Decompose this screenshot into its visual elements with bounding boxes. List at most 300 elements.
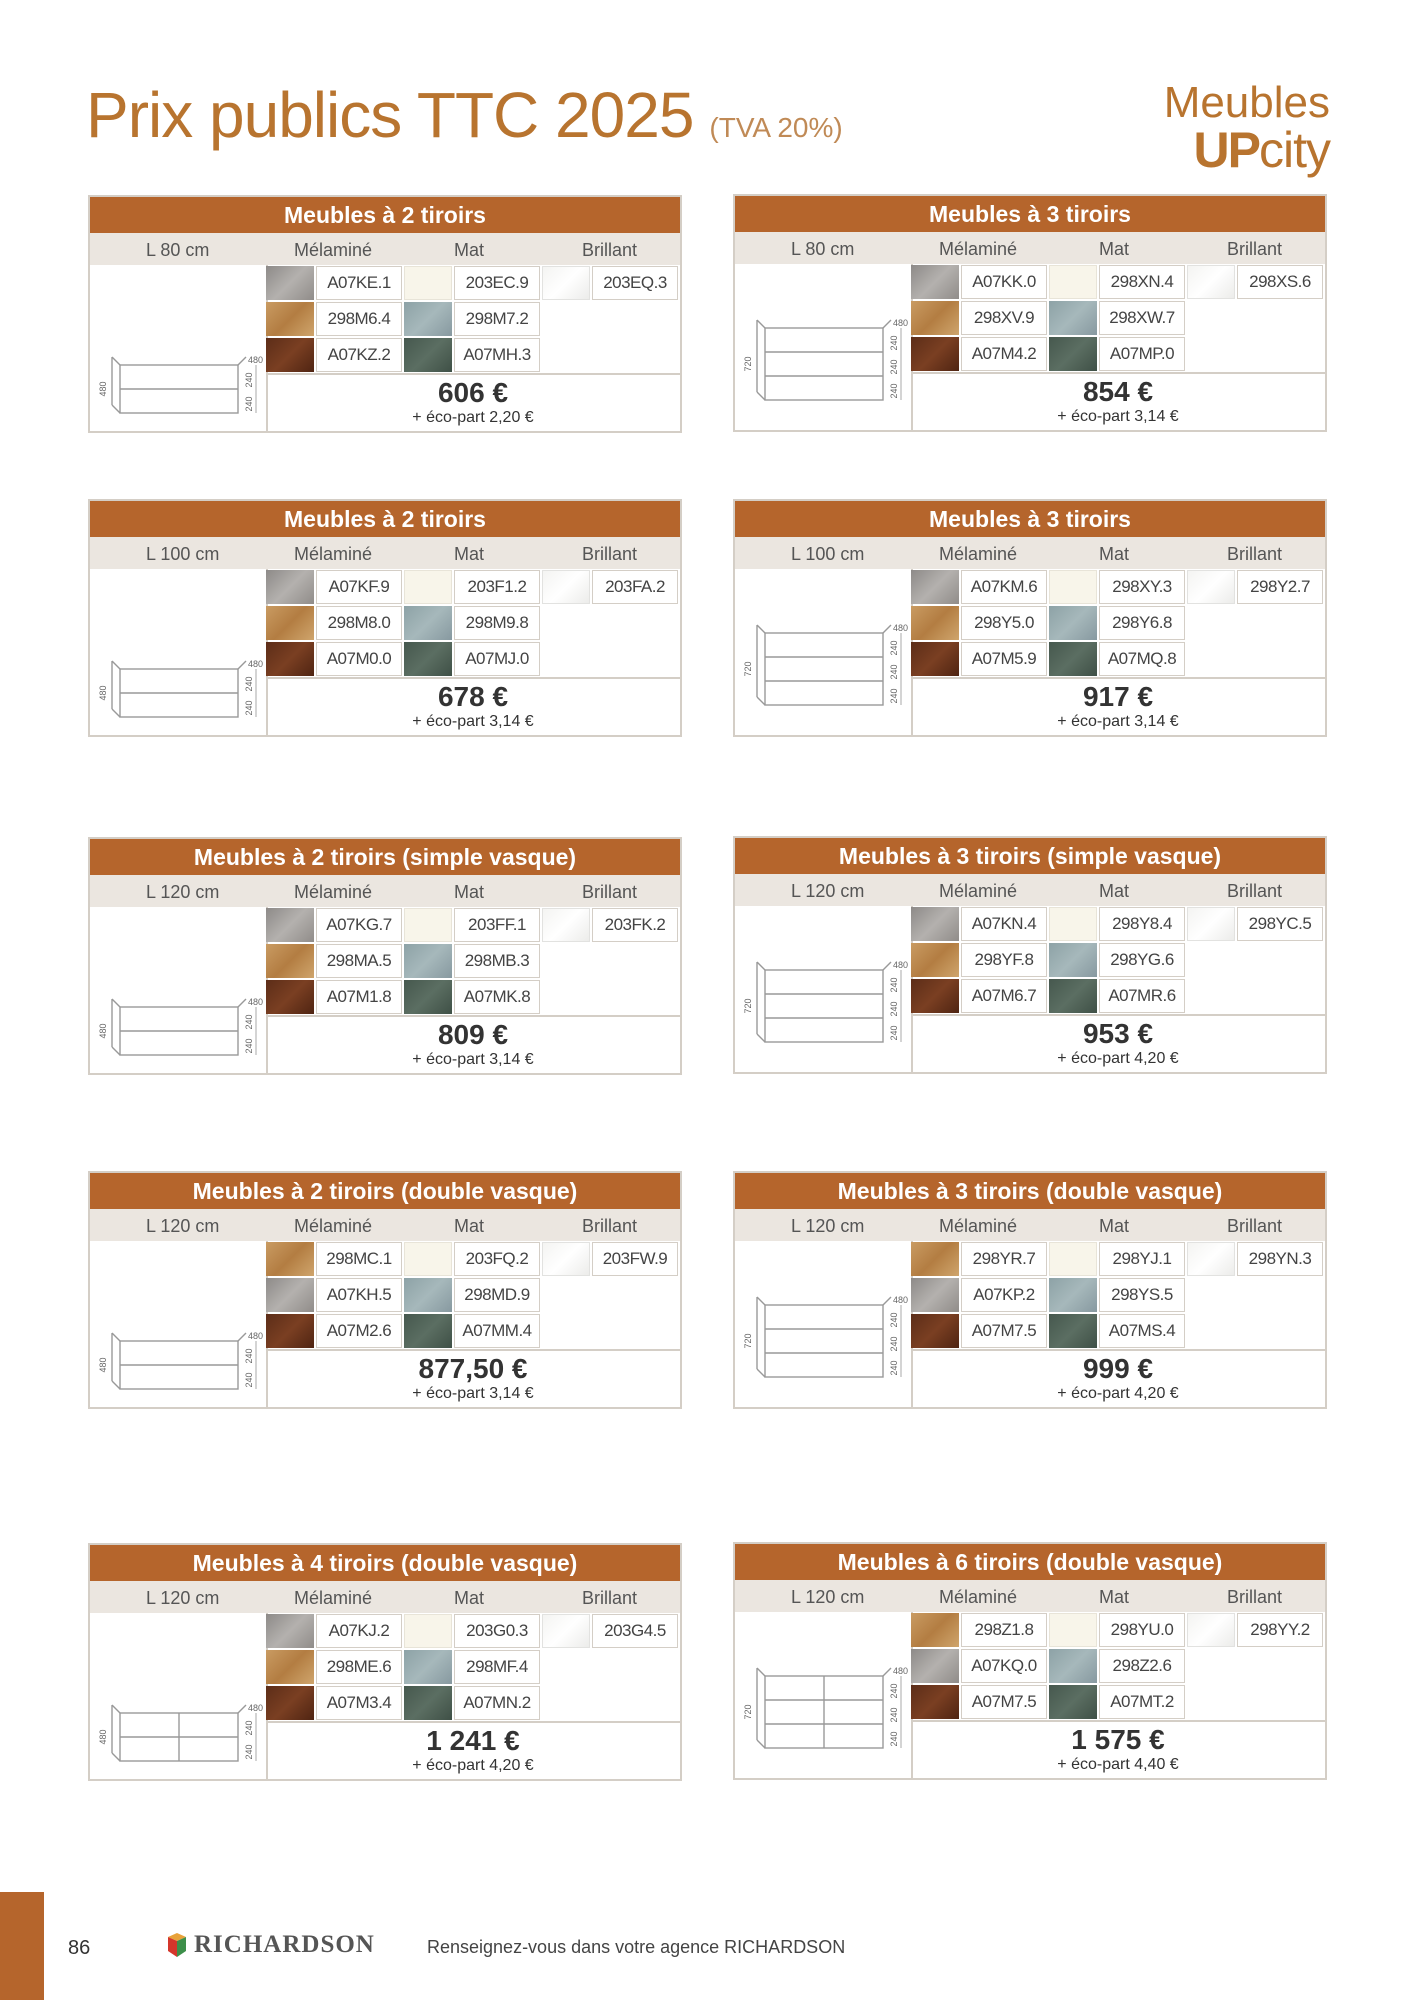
furniture-drawing — [735, 906, 913, 1072]
svg-text:480: 480 — [248, 355, 264, 365]
mat-ref: A07MP.0 — [1099, 337, 1185, 371]
melamine-swatch — [911, 1685, 959, 1719]
svg-text:240: 240 — [889, 1312, 899, 1328]
mat-header: Mat — [1099, 881, 1130, 901]
melamine-swatch — [911, 570, 959, 604]
melamine-swatch — [911, 301, 959, 335]
brillant-header: Brillant — [582, 240, 638, 260]
mat-header: Mat — [1099, 544, 1130, 564]
richardson-logo-icon — [166, 1933, 188, 1957]
size-label: L 120 cm — [146, 1216, 220, 1236]
svg-text:480: 480 — [248, 997, 264, 1007]
mat-ref: 298Z2.6 — [1099, 1649, 1185, 1683]
melamine-swatch — [266, 302, 314, 336]
svg-text:240: 240 — [244, 1348, 254, 1364]
price-card — [733, 194, 1327, 432]
melamine-ref: A07M7.5 — [961, 1685, 1047, 1719]
mat-header: Mat — [454, 544, 485, 564]
mat-swatch — [1049, 642, 1097, 676]
svg-text:480: 480 — [893, 960, 909, 970]
price: 953 € — [1082, 1018, 1154, 1049]
furniture-drawing-svg — [735, 569, 911, 735]
melamine-swatch — [266, 1242, 314, 1276]
melamine-ref: 298YR.7 — [961, 1242, 1047, 1276]
eco-part: + éco-part 3,14 € — [412, 713, 534, 730]
price-card — [733, 1542, 1327, 1780]
price: 606 € — [437, 377, 509, 408]
mat-swatch — [1049, 1314, 1097, 1348]
card-title: Meubles à 3 tiroirs (double vasque) — [735, 1173, 1325, 1209]
mat-header: Mat — [454, 1216, 485, 1236]
price: 809 € — [437, 1019, 509, 1050]
melamine-swatch — [266, 606, 314, 640]
mat-ref: A07MM.4 — [454, 1314, 540, 1348]
mat-swatch — [404, 980, 452, 1014]
card-title: Meubles à 4 tiroirs (double vasque) — [90, 1545, 680, 1581]
mat-swatch — [404, 1686, 452, 1720]
svg-text:720: 720 — [743, 356, 753, 372]
mat-swatch — [404, 1242, 452, 1276]
mat-ref: 203FQ.2 — [454, 1242, 540, 1276]
melamine-swatch — [911, 979, 959, 1013]
eco-part: + éco-part 4,40 € — [1057, 1756, 1179, 1773]
svg-text:240: 240 — [244, 1014, 254, 1030]
size-label: L 80 cm — [146, 240, 210, 260]
furniture-drawing-svg — [90, 1613, 266, 1779]
price-card — [88, 195, 682, 433]
mat-swatch — [1049, 1242, 1097, 1276]
column-header — [90, 233, 680, 265]
svg-text:240: 240 — [244, 1372, 254, 1388]
svg-text:240: 240 — [889, 1336, 899, 1352]
brillant-ref: 203FA.2 — [592, 570, 678, 604]
melamine-header: Mélaminé — [939, 239, 1018, 259]
melamine-swatch — [911, 1278, 959, 1312]
mat-swatch — [404, 908, 452, 942]
svg-text:480: 480 — [893, 318, 909, 328]
melamine-swatch — [266, 980, 314, 1014]
mat-swatch — [404, 606, 452, 640]
melamine-swatch — [266, 1650, 314, 1684]
mat-header: Mat — [454, 1588, 485, 1608]
melamine-swatch — [911, 1314, 959, 1348]
brillant-header: Brillant — [582, 1588, 638, 1608]
eco-part: + éco-part 3,14 € — [1057, 713, 1179, 730]
melamine-swatch — [911, 265, 959, 299]
eco-part: + éco-part 3,14 € — [412, 1385, 534, 1402]
melamine-ref: A07KG.7 — [316, 908, 402, 942]
mat-swatch — [1049, 1613, 1097, 1647]
mat-ref: 203F1.2 — [454, 570, 540, 604]
furniture-drawing — [735, 1612, 913, 1778]
melamine-ref: A07KQ.0 — [961, 1649, 1047, 1683]
eco-part: + éco-part 3,14 € — [1057, 408, 1179, 425]
melamine-swatch — [266, 1314, 314, 1348]
brillant-header: Brillant — [1227, 1587, 1283, 1607]
svg-text:720: 720 — [743, 998, 753, 1014]
mat-swatch — [1049, 1278, 1097, 1312]
mat-ref: 298M9.8 — [454, 606, 540, 640]
richardson-logo — [166, 1931, 375, 1959]
furniture-drawing — [90, 1241, 268, 1407]
melamine-ref: A07KM.6 — [961, 570, 1047, 604]
mat-ref: 298YS.5 — [1099, 1278, 1185, 1312]
melamine-ref: 298M8.0 — [316, 606, 402, 640]
melamine-swatch — [266, 1278, 314, 1312]
svg-text:240: 240 — [889, 383, 899, 399]
brillant-ref: 298YY.2 — [1237, 1613, 1323, 1647]
mat-swatch — [404, 1650, 452, 1684]
svg-text:240: 240 — [244, 676, 254, 692]
brillant-header: Brillant — [1227, 544, 1283, 564]
column-header — [735, 232, 1325, 264]
card-title: Meubles à 2 tiroirs (double vasque) — [90, 1173, 680, 1209]
price: 1 241 € — [426, 1725, 520, 1756]
melamine-ref: A07M6.7 — [961, 979, 1047, 1013]
brillant-ref: 203G4.5 — [592, 1614, 678, 1648]
svg-text:240: 240 — [244, 1744, 254, 1760]
mat-ref: 298MF.4 — [454, 1650, 540, 1684]
melamine-swatch — [266, 642, 314, 676]
column-header — [735, 874, 1325, 906]
brillant-swatch — [1187, 1613, 1235, 1647]
mat-swatch — [1049, 907, 1097, 941]
melamine-header: Mélaminé — [294, 1588, 373, 1608]
svg-text:240: 240 — [244, 1720, 254, 1736]
melamine-swatch — [266, 1614, 314, 1648]
furniture-drawing — [90, 907, 268, 1073]
tva-note: (TVA 20%) — [709, 112, 843, 143]
card-title: Meubles à 3 tiroirs — [735, 196, 1325, 232]
mat-ref: 203EC.9 — [454, 266, 540, 300]
svg-text:240: 240 — [889, 1707, 899, 1723]
melamine-ref: A07KK.0 — [961, 265, 1047, 299]
size-label: L 120 cm — [146, 1588, 220, 1608]
eco-part: + éco-part 4,20 € — [1057, 1385, 1179, 1402]
svg-text:480: 480 — [98, 685, 108, 701]
mat-ref: A07MJ.0 — [454, 642, 540, 676]
svg-text:240: 240 — [889, 1025, 899, 1041]
furniture-drawing — [90, 265, 268, 431]
melamine-header: Mélaminé — [939, 1587, 1018, 1607]
brillant-ref: 203FW.9 — [592, 1242, 678, 1276]
mat-swatch — [1049, 265, 1097, 299]
melamine-ref: A07KJ.2 — [316, 1614, 402, 1648]
mat-ref: A07MK.8 — [454, 980, 540, 1014]
brillant-ref: 298YN.3 — [1237, 1242, 1323, 1276]
mat-swatch — [1049, 979, 1097, 1013]
furniture-drawing — [735, 264, 913, 430]
eco-part: + éco-part 2,20 € — [412, 409, 534, 426]
footer-accent-bar — [0, 1892, 44, 2000]
svg-text:720: 720 — [743, 1704, 753, 1720]
melamine-ref: 298MC.1 — [316, 1242, 402, 1276]
size-label: L 120 cm — [791, 881, 865, 901]
svg-text:480: 480 — [893, 1666, 909, 1676]
size-label: L 100 cm — [146, 544, 220, 564]
brillant-header: Brillant — [582, 544, 638, 564]
mat-swatch — [404, 570, 452, 604]
mat-ref: 203G0.3 — [454, 1614, 540, 1648]
eco-part: + éco-part 4,20 € — [1057, 1050, 1179, 1067]
melamine-ref: A07M4.2 — [961, 337, 1047, 371]
mat-swatch — [1049, 301, 1097, 335]
brillant-header: Brillant — [582, 1216, 638, 1236]
price: 877,50 € — [418, 1353, 528, 1384]
furniture-drawing-svg — [90, 569, 266, 735]
melamine-swatch — [266, 570, 314, 604]
melamine-ref: 298MA.5 — [316, 944, 402, 978]
mat-header: Mat — [454, 240, 485, 260]
brand-city: city — [1259, 122, 1330, 178]
brillant-swatch — [542, 570, 590, 604]
melamine-ref: 298YF.8 — [961, 943, 1047, 977]
melamine-ref: A07KE.1 — [316, 266, 402, 300]
melamine-ref: A07KH.5 — [316, 1278, 402, 1312]
svg-text:480: 480 — [248, 1703, 264, 1713]
mat-ref: A07MQ.8 — [1099, 642, 1185, 676]
brand-up: UP — [1193, 122, 1259, 178]
furniture-drawing-svg — [90, 1241, 266, 1407]
mat-ref: 298XN.4 — [1099, 265, 1185, 299]
svg-text:240: 240 — [889, 359, 899, 375]
melamine-ref: A07KF.9 — [316, 570, 402, 604]
svg-text:480: 480 — [98, 381, 108, 397]
brillant-swatch — [542, 908, 590, 942]
mat-swatch — [404, 944, 452, 978]
mat-swatch — [404, 266, 452, 300]
price-card — [88, 499, 682, 737]
price: 917 € — [1082, 681, 1154, 712]
melamine-ref: 298M6.4 — [316, 302, 402, 336]
svg-text:720: 720 — [743, 661, 753, 677]
column-header — [90, 537, 680, 569]
mat-swatch — [1049, 943, 1097, 977]
brillant-ref: 298XS.6 — [1237, 265, 1323, 299]
card-title: Meubles à 2 tiroirs — [90, 501, 680, 537]
svg-text:480: 480 — [893, 1295, 909, 1305]
mat-ref: 298XY.3 — [1099, 570, 1185, 604]
brillant-swatch — [542, 1614, 590, 1648]
size-label: L 120 cm — [791, 1216, 865, 1236]
price-card — [88, 837, 682, 1075]
mat-header: Mat — [1099, 1587, 1130, 1607]
melamine-swatch — [266, 944, 314, 978]
melamine-ref: A07M2.6 — [316, 1314, 402, 1348]
svg-text:480: 480 — [248, 659, 264, 669]
mat-ref: A07MS.4 — [1099, 1314, 1185, 1348]
price-card — [88, 1543, 682, 1781]
mat-swatch — [404, 1614, 452, 1648]
page-title — [86, 78, 843, 152]
svg-text:240: 240 — [889, 664, 899, 680]
melamine-swatch — [911, 943, 959, 977]
logo-text: RICHARDSON — [194, 1931, 375, 1958]
price: 678 € — [437, 681, 509, 712]
melamine-header: Mélaminé — [939, 544, 1018, 564]
svg-text:240: 240 — [889, 977, 899, 993]
melamine-ref: A07M0.0 — [316, 642, 402, 676]
column-header — [735, 537, 1325, 569]
brillant-swatch — [542, 1242, 590, 1276]
mat-ref: 298YJ.1 — [1099, 1242, 1185, 1276]
card-title: Meubles à 2 tiroirs (simple vasque) — [90, 839, 680, 875]
size-label: L 100 cm — [791, 544, 865, 564]
brillant-ref: 203FK.2 — [592, 908, 678, 942]
brillant-header: Brillant — [1227, 881, 1283, 901]
melamine-swatch — [266, 338, 314, 372]
card-title: Meubles à 6 tiroirs (double vasque) — [735, 1544, 1325, 1580]
price: 854 € — [1082, 376, 1154, 407]
title-text: Prix publics TTC 2025 — [86, 79, 694, 151]
melamine-ref: A07KP.2 — [961, 1278, 1047, 1312]
brillant-swatch — [1187, 907, 1235, 941]
melamine-swatch — [911, 337, 959, 371]
svg-text:480: 480 — [893, 623, 909, 633]
melamine-swatch — [911, 642, 959, 676]
brillant-swatch — [1187, 1242, 1235, 1276]
melamine-ref: 298XV.9 — [961, 301, 1047, 335]
size-label: L 80 cm — [791, 239, 855, 259]
melamine-swatch — [266, 266, 314, 300]
card-title: Meubles à 3 tiroirs — [735, 501, 1325, 537]
price-card — [733, 499, 1327, 737]
mat-swatch — [404, 302, 452, 336]
mat-ref: 203FF.1 — [454, 908, 540, 942]
brillant-ref: 203EQ.3 — [592, 266, 678, 300]
column-header — [735, 1580, 1325, 1612]
melamine-swatch — [266, 1686, 314, 1720]
mat-header: Mat — [454, 882, 485, 902]
svg-text:480: 480 — [248, 1331, 264, 1341]
price-card — [733, 1171, 1327, 1409]
svg-text:480: 480 — [98, 1023, 108, 1039]
mat-swatch — [1049, 606, 1097, 640]
melamine-swatch — [911, 907, 959, 941]
svg-text:480: 480 — [98, 1357, 108, 1373]
mat-ref: 298MB.3 — [454, 944, 540, 978]
melamine-ref: A07M3.4 — [316, 1686, 402, 1720]
mat-swatch — [404, 1314, 452, 1348]
price-card — [88, 1171, 682, 1409]
brillant-swatch — [1187, 265, 1235, 299]
svg-text:240: 240 — [889, 1683, 899, 1699]
brillant-header: Brillant — [1227, 239, 1283, 259]
svg-text:240: 240 — [244, 396, 254, 412]
brand-logo — [1163, 78, 1330, 178]
svg-text:720: 720 — [743, 1333, 753, 1349]
mat-swatch — [404, 1278, 452, 1312]
svg-text:240: 240 — [889, 335, 899, 351]
column-header — [90, 1581, 680, 1613]
melamine-header: Mélaminé — [294, 544, 373, 564]
mat-header: Mat — [1099, 1216, 1130, 1236]
melamine-swatch — [911, 1242, 959, 1276]
svg-text:240: 240 — [889, 1001, 899, 1017]
melamine-ref: A07KN.4 — [961, 907, 1047, 941]
mat-ref: A07MH.3 — [454, 338, 540, 372]
brillant-ref: 298YC.5 — [1237, 907, 1323, 941]
svg-text:240: 240 — [889, 688, 899, 704]
melamine-header: Mélaminé — [939, 1216, 1018, 1236]
brand-line1: Meubles — [1163, 78, 1330, 127]
page-number: 86 — [68, 1937, 91, 1959]
svg-text:240: 240 — [244, 372, 254, 388]
brillant-header: Brillant — [582, 882, 638, 902]
melamine-ref: A07M7.5 — [961, 1314, 1047, 1348]
brillant-header: Brillant — [1227, 1216, 1283, 1236]
melamine-swatch — [911, 1613, 959, 1647]
price: 999 € — [1082, 1353, 1154, 1384]
melamine-swatch — [911, 606, 959, 640]
brillant-ref: 298Y2.7 — [1237, 570, 1323, 604]
melamine-ref: 298Y5.0 — [961, 606, 1047, 640]
svg-text:240: 240 — [244, 1038, 254, 1054]
furniture-drawing-svg — [735, 906, 911, 1072]
mat-ref: 298YU.0 — [1099, 1613, 1185, 1647]
mat-ref: 298Y6.8 — [1099, 606, 1185, 640]
furniture-drawing-svg — [90, 265, 266, 431]
mat-ref: 298YG.6 — [1099, 943, 1185, 977]
card-title: Meubles à 2 tiroirs — [90, 197, 680, 233]
size-label: L 120 cm — [791, 1587, 865, 1607]
furniture-drawing-svg — [735, 1612, 911, 1778]
mat-ref: 298MD.9 — [454, 1278, 540, 1312]
furniture-drawing-svg — [735, 1241, 911, 1407]
price-card — [733, 836, 1327, 1074]
size-label: L 120 cm — [146, 882, 220, 902]
mat-ref: A07MT.2 — [1099, 1685, 1185, 1719]
melamine-header: Mélaminé — [294, 1216, 373, 1236]
mat-swatch — [1049, 1649, 1097, 1683]
mat-ref: 298M7.2 — [454, 302, 540, 336]
brillant-swatch — [1187, 570, 1235, 604]
eco-part: + éco-part 4,20 € — [412, 1757, 534, 1774]
svg-text:240: 240 — [889, 640, 899, 656]
price: 1 575 € — [1071, 1724, 1165, 1755]
furniture-drawing-svg — [90, 907, 266, 1073]
furniture-drawing — [90, 1613, 268, 1779]
mat-ref: A07MR.6 — [1099, 979, 1185, 1013]
svg-text:240: 240 — [244, 700, 254, 716]
mat-swatch — [1049, 570, 1097, 604]
melamine-ref: A07KZ.2 — [316, 338, 402, 372]
brillant-swatch — [542, 266, 590, 300]
mat-swatch — [404, 338, 452, 372]
mat-header: Mat — [1099, 239, 1130, 259]
melamine-ref: 298Z1.8 — [961, 1613, 1047, 1647]
melamine-header: Mélaminé — [939, 881, 1018, 901]
mat-ref: 298Y8.4 — [1099, 907, 1185, 941]
mat-swatch — [1049, 337, 1097, 371]
svg-text:480: 480 — [98, 1729, 108, 1745]
mat-ref: 298XW.7 — [1099, 301, 1185, 335]
melamine-header: Mélaminé — [294, 882, 373, 902]
card-title: Meubles à 3 tiroirs (simple vasque) — [735, 838, 1325, 874]
column-header — [90, 1209, 680, 1241]
furniture-drawing — [735, 1241, 913, 1407]
furniture-drawing-svg — [735, 264, 911, 430]
furniture-drawing — [735, 569, 913, 735]
svg-text:240: 240 — [889, 1360, 899, 1376]
melamine-swatch — [911, 1649, 959, 1683]
melamine-swatch — [266, 908, 314, 942]
svg-text:240: 240 — [889, 1731, 899, 1747]
melamine-ref: 298ME.6 — [316, 1650, 402, 1684]
eco-part: + éco-part 3,14 € — [412, 1051, 534, 1068]
melamine-ref: A07M5.9 — [961, 642, 1047, 676]
mat-ref: A07MN.2 — [454, 1686, 540, 1720]
